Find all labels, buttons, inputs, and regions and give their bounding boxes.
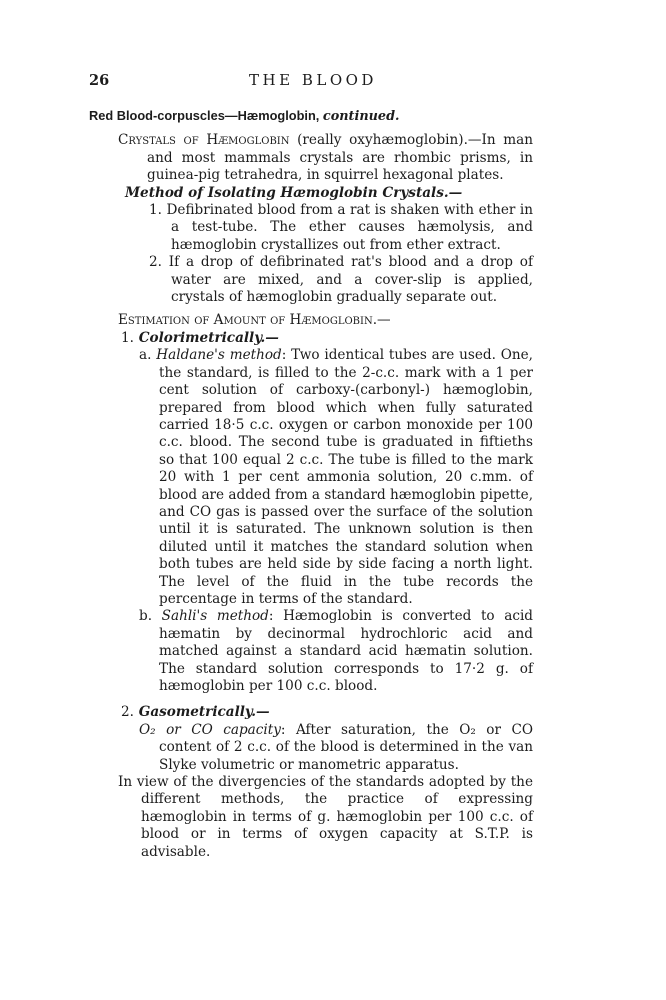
method-step [89,202,533,254]
section-title [89,107,533,125]
method-text: : Hæmoglobin is converted to acid hæmatin by decinormal hydrochloric acid and matched against a standard acid hæmatin solution. The standard solution corresponds to 17·2 g. of hæmoglobin per 100 c.c. blood. [159,608,533,694]
gasometric-title: Gasometrically.— [138,704,270,721]
gasometric-heading [89,704,533,721]
spacer [89,695,533,704]
conclusion-paragraph: In view of the divergencies of the standards adopted by the different methods, the practice of expressing hæmoglobin in terms of g. hæmoglobin per 100 c.c. of blood or in terms of oxygen capacity at S.T.P. is advisable. [118,774,533,860]
method-text: : Two identical tubes are used. One, the standard, is filled to the 2-c.c. mark with a 1 per cent solution of carboxy-(carbonyl-) hæmoglobin, prepared from blood which when fully saturated carried 18·5 c.c. oxygen or carbon monoxide per 100 c.c. blood. The second tube is graduated in fiftieths so that 100 equal 2 c.c. The tube is filled to the mark 20 with 1 per cent ammonia solution, 20 c.mm. of blood are added from a standard hæmoglobin pipette, and CO gas is passed over the surface of the solution until it is saturated. The unknown solution is then diluted until it matches the standard solution when both tubes are held side by side facing a north light. The level of the fluid in the tube records the percentage in terms of the standard. [159,347,534,607]
colorimetric-number: 1. [121,329,134,346]
running-title: THE BLOOD [249,71,377,89]
estimation-title [89,312,533,329]
capacity-name: O₂ or CO capacity [139,721,281,738]
method-name: Haldane's method [156,347,282,364]
capacity-method [89,722,533,774]
step-number: 1. [149,202,162,219]
item-label: a. [139,347,152,364]
method-step [89,254,533,306]
sahli-method [89,608,533,695]
step-text: Defibrinated blood from a rat is shaken with ether in a test-tube. The ether causes hæmolysis, and hæmoglobin crystallizes out from ether extract. [166,202,534,253]
crystals-text: (really oxyhæmoglobin).—In man and most mammals crystals are rhombic prisms, in guinea-pig tetrahedra, in squirrel hexagonal plates. [147,132,533,184]
item-label: b. [139,608,153,625]
colorimetric-heading [89,330,533,347]
method-name: Sahli's method [161,608,269,625]
estimation-title-text: Estimation of Amount of Hæmoglobin.— [118,312,391,329]
section-title-suffix: continued. [322,109,400,124]
haldane-method [89,347,533,608]
step-number: 2. [149,254,162,271]
colorimetric-title: Colorimetrically.— [138,329,279,346]
section-title-text: Red Blood-corpuscles—Hæmoglobin, [89,108,320,123]
crystals-lead: Crystals of Hæmoglobin [118,132,290,149]
page-header [89,72,537,92]
page-number: 26 [89,72,110,89]
crystals-paragraph [89,132,533,184]
page-content [89,107,533,861]
capacity-text: : After saturation, the O₂ or CO content of 2 c.c. of the blood is determined in the van Slyke volumetric or manometric apparatus. [159,721,533,773]
method-title: Method of Isolating Hæmoglobin Crystals.— [125,184,463,201]
gasometric-number: 2. [121,704,134,721]
step-text: If a drop of defibrinated rat's blood and a drop of water are mixed, and a cover-slip is applied, crystals of hæmoglobin gradually separate out. [168,254,533,306]
